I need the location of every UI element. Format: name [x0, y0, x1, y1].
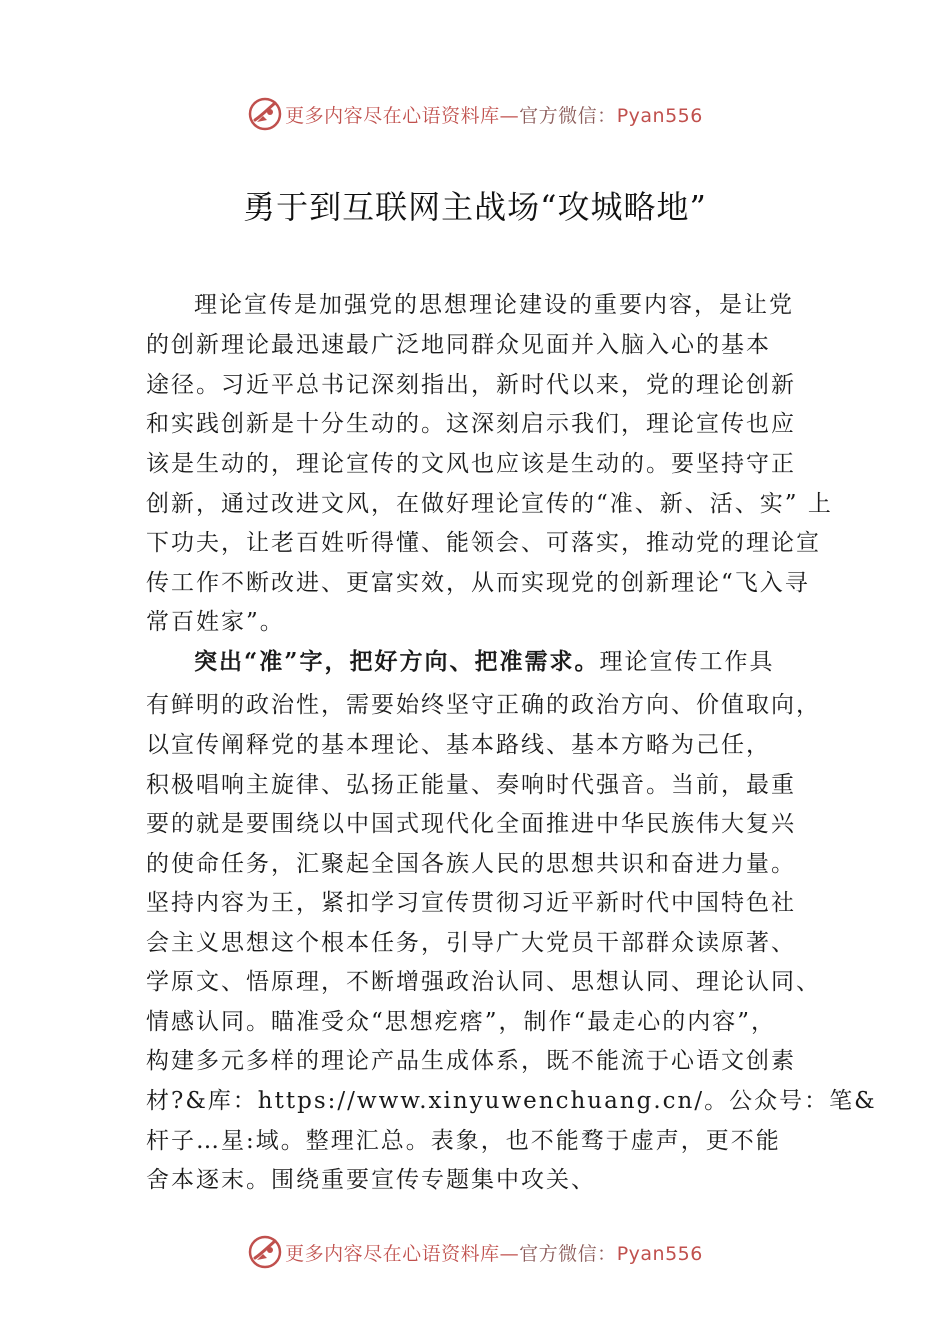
footer-wechat-id: Pyan556	[616, 1242, 703, 1265]
body-line-20: 构建多元多样的理论产品生成体系，既不能流于心语文创素	[146, 1048, 796, 1074]
footer-banner-dash: —	[499, 1242, 520, 1265]
header-wechat-label: 官方微信：	[519, 104, 617, 127]
footer-banner-text	[285, 1239, 703, 1266]
body-line-4: 和实践创新是十分生动的。这深刻启示我们，理论宣传也应	[146, 411, 796, 437]
body-line-13: 积极唱响主旋律、弘扬正能量、奏响时代强音。当前，最重	[146, 772, 796, 798]
body-line-22: 杆子…星:域。整理汇总。表象，也不能骛于虚声，更不能	[146, 1128, 781, 1154]
body-line-2: 的创新理论最迅速最广泛地同群众见面并入脑入心的基本	[146, 332, 771, 358]
header-banner	[0, 94, 950, 134]
pen-logo-icon	[247, 1234, 283, 1270]
body-line-19: 情感认同。瞄准受众“思想疙瘩”，制作“最走心的内容”，	[146, 1009, 777, 1035]
body-line-8: 传工作不断改进、更富实效，从而实现党的创新理论“飞入寻	[146, 570, 810, 596]
header-banner-dash: —	[499, 104, 520, 127]
body-line-23: 舍本逐末。围绕重要宣传专题集中攻关、	[146, 1167, 596, 1193]
body-line-18: 学原文、悟原理，不断增强政治认同、思想认同、理论认同、	[146, 969, 821, 995]
document-title: 勇于到互联网主战场“攻城略地”	[243, 188, 707, 226]
body-line-10: 理论宣传工作具	[599, 649, 775, 675]
body-line-17: 会主义思想这个根本任务，引导广大党员干部群众读原著、	[146, 930, 796, 956]
body-line-14: 要的就是要围绕以中国式现代化全面推进中华民族伟大复兴	[146, 811, 796, 837]
body-line-9: 常百姓家”。	[146, 609, 285, 635]
section-heading: 突出“准”字，把好方向、把准需求。	[194, 648, 600, 675]
body-line-12: 以宣传阐释党的基本理论、基本路线、基本方略为己任，	[146, 732, 771, 758]
body-line-1: 理论宣传是加强党的思想理论建设的重要内容，是让党	[194, 292, 794, 318]
footer-banner-main: 更多内容尽在心语资料库	[285, 1242, 500, 1265]
body-line-5: 该是生动的，理论宣传的文风也应该是生动的。要坚持守正	[146, 451, 796, 477]
body-line-16: 坚持内容为王，紧扣学习宣传贯彻习近平新时代中国特色社	[146, 890, 796, 916]
body-line-21: 材?&库：https://www.xinyuwenchuang.cn/。公众号：笔&	[146, 1088, 877, 1114]
body-line-15: 的使命任务，汇聚起全国各族人民的思想共识和奋进力量。	[146, 851, 796, 877]
section-heading-line	[194, 647, 774, 677]
body-line-3: 途径。习近平总书记深刻指出，新时代以来，党的理论创新	[146, 372, 796, 398]
header-banner-text	[285, 101, 703, 128]
footer-banner	[0, 1232, 950, 1272]
body-line-11: 有鲜明的政治性，需要始终坚守正确的政治方向、价值取向，	[146, 692, 821, 718]
header-banner-main: 更多内容尽在心语资料库	[285, 104, 500, 127]
body-line-6: 创新，通过改进文风，在做好理论宣传的“准、新、活、实” 上	[146, 491, 833, 517]
footer-wechat-label: 官方微信：	[519, 1242, 617, 1265]
header-wechat-id: Pyan556	[616, 104, 703, 127]
pen-logo-icon	[247, 96, 283, 132]
body-line-7: 下功夫，让老百姓听得懂、能领会、可落实，推动党的理论宣	[146, 530, 821, 556]
